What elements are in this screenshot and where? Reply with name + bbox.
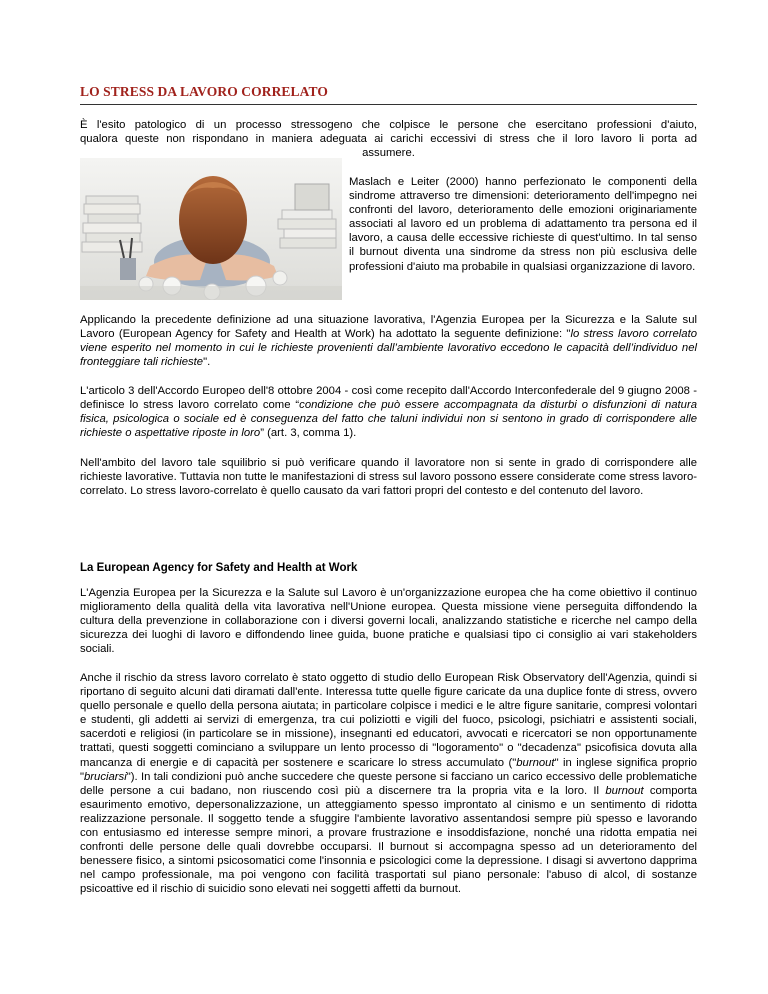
p5-a: Anche il rischio da stress lavoro correlato è stato oggetto di studio dello European Risk Observatory dell'Agenzia, quindi si riportano di seguito alcuni dati diramati dall'ente. Interessa tutte quelle figure caricate da una duplice fonte di stress, ovvero quello personale e quello della persona aiutata; in particolare colpisce i medici e le altre figure sanitarie, compresi volontari e studenti, gli addetti ai servizi di emergenza, tra cui poliziotti e vigili del fuoco, psicologi, psichiatri e assistenti sociali, sacerdoti e religiosi (in particolare se in missione), insegnanti ed educatori, avvocati e ricercatori se non opportunamente trattati, questi soggetti cominciano a sviluppare un lento processo di "logoramento" o "decadenza" psicofisica dovuta alla mancanza di energie e di capacità per sostenere e scaricare lo stress accumulato (" [80,672,697,769]
page-title: LO STRESS DA LAVORO CORRELATO [80,84,697,105]
p5-burnout-term: burnout [516,756,555,769]
p5-burnout-term-2: burnout [605,784,644,797]
eu-agency-definition-paragraph [80,313,697,369]
p1-text: Applicando la precedente definizione ad una situazione lavorativa, l'Agenzia Europea per la Sicurezza e la Salute sul Lavoro (European Agency for Safety and Health at Work) ha adottato la seguente definizione: " [80,314,697,341]
intro-line-2: qualora queste non rispondano in maniera adeguata ai carichi eccessivi di stress che il loro lavoro li porta ad [80,133,697,146]
p2-text: L'articolo 3 dell'Accordo Europeo dell'8 ottobre 2004 - così come recepito dall'Accordo Interconfederale del 9 giugno 2008 - definisce lo stress lavoro correlato come “ [80,385,697,412]
intro-paragraph [80,118,697,160]
intro-line-1: È l'esito patologico di un processo stressogeno che colpisce le persone che esercitano professioni d'aiuto, [80,119,697,131]
agency-mission-paragraph: L'Agenzia Europea per la Sicurezza e la Salute sul Lavoro è un'organizzazione europea che ha come obiettivo il continuo miglioramento della qualità della vita lavorativa nell'Unione europea. Questa missione viene perseguita diffondendo la cultura della prevenzione in collaborazione con i diversi governi locali, analizzando statistiche e ricerche nel campo della sicurezza dei luoghi di lavoro e diffondendo linee guida, buone pratiche e qualsiasi tipo ci consiglio ai vari stakeholders sociali. [80,587,697,656]
european-agreement-paragraph [80,384,697,440]
p1-end: ". [203,356,211,369]
p5-b: " in inglese significa proprio " [80,756,697,783]
intro-line-3: assumere. [362,147,415,160]
p2-quote: condizione che può essere accompagnata da disturbi o disfunzioni di natura fisica, psicologica o sociale ed è conseguenza del fatto che taluni individui non si sentono in grado di corrispondere alle richieste o aspettative riposte in loro [80,399,697,440]
p2-end: ” (art. 3, comma 1). [260,427,357,440]
imbalance-paragraph: Nell'ambito del lavoro tale squilibrio si può verificare quando il lavoratore non si sente in grado di corrispondere alle richieste lavorative. Tuttavia non tutte le manifestazioni di stress sul lavoro possono essere considerate come stress lavoro-correlato. Lo stress lavoro-correlato è quello causato da vari fattori propri del contesto e del contenuto del lavoro. [80,457,697,498]
burnout-risk-paragraph [80,671,697,897]
section-heading: La European Agency for Safety and Health at Work [80,562,358,574]
stressed-worker-photo [80,158,342,300]
p5-c: "). In tali condizioni può anche succedere che queste persone si facciano un carico eccessivo delle problematiche delle persone a cui badano, non riuscendo così più a discernere tra la propria vita e la loro. Il [80,770,697,797]
burnout-components-paragraph: Maslach e Leiter (2000) hanno perfezionato le componenti della sindrome attraverso tre dimensioni: deterioramento dell'impegno nei confronti del lavoro, deterioramento delle emozioni originariamente associati al lavoro ed un problema di adattamento tra persona ed il lavoro, a causa delle eccessive richieste di quest'ultimo. In tal senso il burnout diventa una sindrome da stress non più esclusiva delle professioni d'aiuto ma probabile in qualsiasi organizzazione di lavoro. [349,176,697,273]
p5-d: comporta esaurimento emotivo, depersonalizzazione, un atteggiamento spesso improntato al cinismo e un sentimento di ridotta realizzazione personale. Il soggetto tende a sfuggire l'ambiente lavorativo assentandosi sempre più spesso e lavorando con entusiasmo ed interesse sempre minori, a provare frustrazione e insoddisfazione, nonché una ridotta empatia nei confronti delle persone delle quali dovrebbe occuparsi. Il burnout si accompagna spesso ad un deterioramento del benessere fisico, a sintomi psicosomatici come l'insonnia e psicologici come la depressione. I disagi si avvertono dapprima nel campo professionale, ma poi vengono con facilità trasportati sul piano personale: l'abuso di alcol, di sostanze psicoattive ed il rischio di suicidio sono elevati nei soggetti affetti da burnout. [80,784,697,896]
p5-bruciarsi-term: bruciarsi [84,770,127,783]
p1-quote: lo stress lavoro correlato viene esperito nel momento in cui le richieste provenienti dall’ambiente lavorativo eccedono le capacità dell’individuo nel fronteggiare tali richieste [80,328,697,369]
